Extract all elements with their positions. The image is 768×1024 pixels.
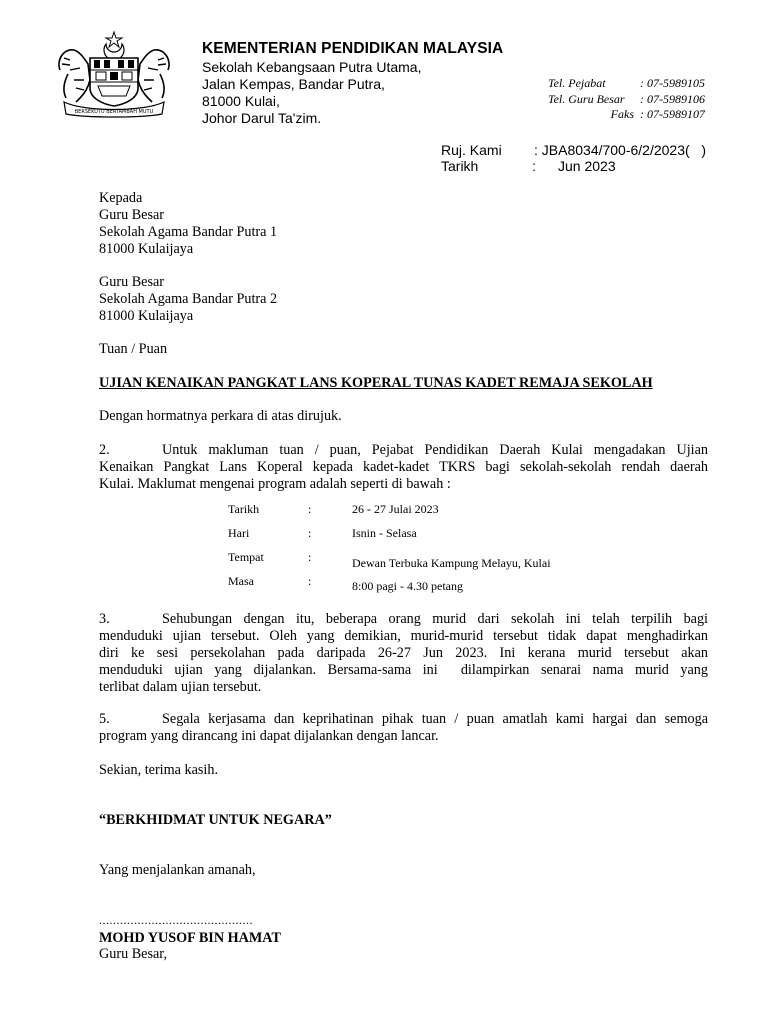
detail-row bbox=[228, 502, 551, 526]
malaysia-coat-of-arms-icon bbox=[50, 30, 178, 118]
reference-value: : JBA8034/700-6/2/2023( ) bbox=[534, 142, 706, 158]
paragraph-5 bbox=[99, 711, 708, 745]
paragraph-text: terlibat dalam ujian tersebut. bbox=[99, 679, 262, 695]
slogan: “BERKHIDMAT UNTUK NEGARA” bbox=[99, 812, 332, 828]
contact-label: Tel. Guru Besar bbox=[548, 91, 625, 106]
detail-row bbox=[228, 526, 551, 550]
recipient-line: 81000 Kulaijaya bbox=[99, 241, 194, 257]
signature-line: ............................................ bbox=[99, 913, 253, 927]
reference-block bbox=[441, 142, 706, 174]
opening-line: Dengan hormatnya perkara di atas dirujuk. bbox=[99, 408, 342, 424]
address-line: Sekolah Kebangsaan Putra Utama, bbox=[202, 59, 422, 75]
paragraph-text: Sehubungan dengan itu, beberapa orang murid dari sekolah ini telah terpilih bagi bbox=[162, 611, 708, 627]
detail-row bbox=[228, 574, 551, 598]
paragraph-text: Segala kerjasama dan keprihatinan pihak tuan / puan amatlah kami hargai dan semoga bbox=[162, 711, 708, 727]
contact-value: : 07-5989106 bbox=[640, 91, 705, 106]
detail-value: 26 - 27 Julai 2023 bbox=[352, 502, 439, 516]
detail-row bbox=[228, 550, 551, 574]
detail-label: Hari bbox=[228, 526, 250, 540]
contact-numbers bbox=[548, 76, 705, 123]
paragraph-number: 3. bbox=[99, 611, 110, 627]
paragraph-text: menduduki ujian yang dijalankan. Bersama-sama ini dilampirkan senarai nama murid yang bbox=[99, 662, 708, 678]
detail-value: Isnin - Selasa bbox=[352, 526, 417, 540]
paragraph-text: Untuk makluman tuan / puan, Pejabat Pendidikan Daerah Kulai mengadakan Ujian bbox=[162, 442, 708, 458]
recipient-line: Guru Besar bbox=[99, 274, 165, 290]
reference-label: Ruj. Kami bbox=[441, 142, 502, 158]
detail-colon: : bbox=[308, 550, 312, 564]
date-label: Tarikh bbox=[441, 158, 479, 174]
ministry-name: KEMENTERIAN PENDIDIKAN MALAYSIA bbox=[202, 40, 504, 57]
closing-line: Sekian, terima kasih. bbox=[99, 762, 218, 778]
address-line: 81000 Kulai, bbox=[202, 93, 280, 109]
svg-text:BERSEKUTU BERTAMBAH MUTU: BERSEKUTU BERTAMBAH MUTU bbox=[74, 109, 154, 115]
signatory-title: Guru Besar, bbox=[99, 946, 167, 962]
detail-colon: : bbox=[308, 526, 312, 540]
date-value: Jun 2023 bbox=[558, 158, 616, 174]
detail-value: 8:00 pagi - 4.30 petang bbox=[352, 579, 463, 593]
paragraph-text: program yang dirancang ini dapat dijalankan dengan lancar. bbox=[99, 728, 439, 744]
contact-value: : 07-5989105 bbox=[640, 76, 705, 90]
recipient-block-2 bbox=[99, 274, 708, 325]
address-line: Jalan Kempas, Bandar Putra, bbox=[202, 76, 385, 92]
paragraph-number: 2. bbox=[99, 442, 110, 458]
detail-value: Dewan Terbuka Kampung Melayu, Kulai bbox=[352, 556, 551, 570]
recipient-line: Sekolah Agama Bandar Putra 1 bbox=[99, 224, 278, 240]
paragraph-text: Kulai. Maklumat mengenai program adalah seperti di bawah : bbox=[99, 476, 451, 492]
recipient-line: 81000 Kulaijaya bbox=[99, 308, 194, 324]
recipient-line: Guru Besar bbox=[99, 207, 165, 223]
contact-label: Tel. Pejabat bbox=[548, 76, 606, 90]
address-line: Johor Darul Ta'zim. bbox=[202, 110, 322, 126]
detail-colon: : bbox=[308, 502, 312, 516]
paragraph-text: diri ke sesi persekolahan pada daripada 26-27 Jun 2023. Ini kerana murid tersebut akan bbox=[99, 645, 708, 661]
program-details bbox=[228, 502, 551, 598]
contact-label: Faks bbox=[610, 107, 634, 121]
paragraph-number: 5. bbox=[99, 711, 110, 727]
kepada-label: Kepada bbox=[99, 190, 143, 206]
contact-value: : 07-5989107 bbox=[640, 107, 705, 121]
salutation: Tuan / Puan bbox=[99, 341, 168, 357]
signatory-name: MOHD YUSOF BIN HAMAT bbox=[99, 930, 281, 946]
detail-label: Tempat bbox=[228, 550, 264, 564]
paragraph-text: menduduki ujian tersebut. Oleh yang demikian, murid-murid tersebut tidak dapat menghadirkan bbox=[99, 628, 708, 644]
paragraph-text: Kenaikan Pangkat Lans Koperal kepada kadet-kadet TKRS bagi sekolah-sekolah rendah daerah bbox=[99, 459, 708, 475]
date-colon: : bbox=[532, 158, 536, 174]
detail-label: Masa bbox=[228, 574, 254, 588]
subject-wrap bbox=[99, 375, 708, 392]
detail-colon: : bbox=[308, 574, 312, 588]
detail-label: Tarikh bbox=[228, 502, 260, 516]
paragraph-3 bbox=[99, 611, 708, 696]
school-letterhead bbox=[202, 40, 503, 127]
recipient-line: Sekolah Agama Bandar Putra 2 bbox=[99, 291, 278, 307]
signoff: Yang menjalankan amanah, bbox=[99, 862, 256, 878]
letter-subject: UJIAN KENAIKAN PANGKAT LANS KOPERAL TUNAS KADET REMAJA SEKOLAH bbox=[99, 375, 653, 391]
recipient-block-1 bbox=[99, 190, 708, 258]
paragraph-2 bbox=[99, 442, 708, 493]
